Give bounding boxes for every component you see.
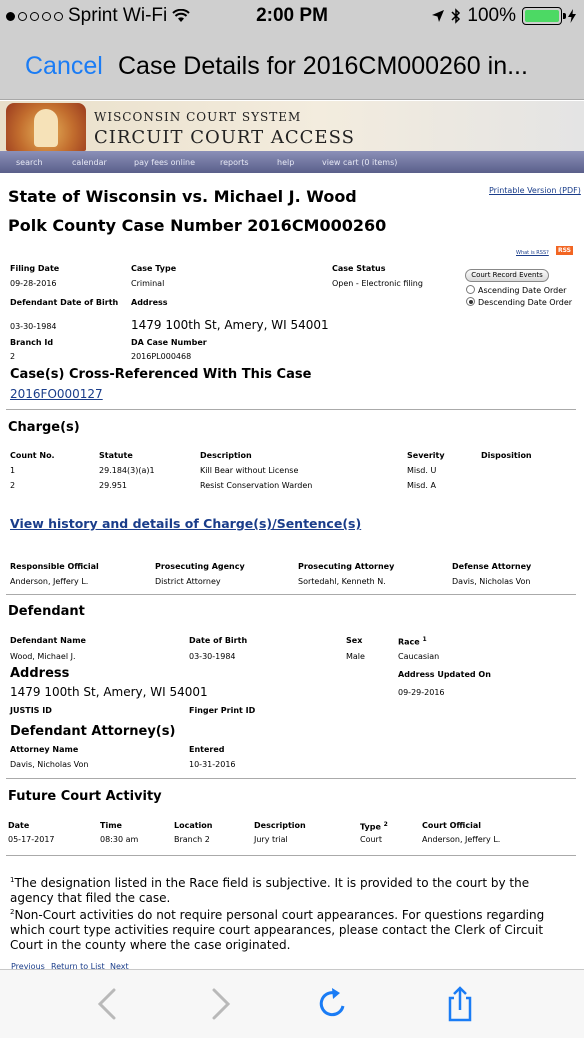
ascending-radio[interactable] bbox=[466, 285, 475, 294]
footnote-1-marker: 1 bbox=[10, 876, 15, 884]
menu-search[interactable]: search bbox=[16, 157, 43, 167]
menu-view-cart[interactable]: view cart (0 items) bbox=[322, 157, 398, 167]
charge-2-description: Resist Conservation Warden bbox=[200, 481, 313, 490]
filing-date-label: Filing Date bbox=[10, 264, 60, 273]
defendant-dob-label: Defendant Date of Birth bbox=[10, 298, 119, 307]
charge-2-count: 2 bbox=[10, 481, 16, 490]
carrier-name: Sprint Wi-Fi bbox=[68, 5, 168, 26]
divider bbox=[6, 409, 576, 410]
defendant-name: Wood, Michael J. bbox=[10, 652, 76, 661]
descending-label: Descending Date Order bbox=[478, 298, 573, 307]
defendant-dob-label-2: Date of Birth bbox=[189, 636, 248, 645]
type-footnote-ref: 2 bbox=[383, 821, 388, 828]
pager-previous[interactable]: Previous bbox=[11, 962, 45, 969]
footnote-1 bbox=[10, 873, 570, 906]
county-case-number: Polk County Case Number 2016CM000260 bbox=[8, 216, 387, 235]
prosecuting-agency: District Attorney bbox=[155, 577, 221, 586]
future-1-official: Anderson, Jeffery L. bbox=[422, 835, 501, 844]
divider bbox=[6, 594, 576, 595]
footnote-2-text: Non-Court activities do not require personal court appearances. For questions regarding which court type activities require court appearances, please contact the Clerk of Circuit Court in the county where the case originated. bbox=[10, 908, 545, 952]
defendant-name-label: Defendant Name bbox=[10, 636, 86, 645]
rss-icon[interactable]: RSS bbox=[558, 247, 571, 254]
prosecuting-attorney: Sortedahl, Kenneth N. bbox=[298, 577, 386, 586]
charges-col-statute: Statute bbox=[99, 451, 133, 460]
future-col-location: Location bbox=[174, 821, 213, 830]
case-type-label: Case Type bbox=[131, 264, 177, 273]
charges-col-disposition: Disposition bbox=[481, 451, 532, 460]
da-case-number: 2016PL000468 bbox=[131, 352, 192, 361]
future-col-date: Date bbox=[8, 821, 30, 830]
future-col-description: Description bbox=[254, 821, 306, 830]
race: Caucasian bbox=[398, 652, 440, 661]
prosecuting-attorney-label: Prosecuting Attorney bbox=[298, 562, 395, 571]
court-record-events-button[interactable]: Court Record Events bbox=[465, 269, 549, 282]
footnote-1-text: The designation listed in the Race field is subjective. It is provided to the court by the agency that filed the case. bbox=[10, 876, 530, 905]
future-1-date: 05-17-2017 bbox=[8, 835, 55, 844]
future-1-type: Court bbox=[360, 835, 382, 844]
navigation-bar bbox=[0, 32, 584, 100]
race-label: Race $^1$ bbox=[398, 636, 427, 647]
future-activity-heading: Future Court Activity bbox=[8, 789, 162, 804]
case-title: State of Wisconsin vs. Michael J. Wood bbox=[8, 187, 357, 206]
case-type: Criminal bbox=[131, 279, 165, 288]
future-col-type: Type $^2$ bbox=[360, 821, 388, 832]
status-right bbox=[431, 5, 576, 27]
cross-reference-link[interactable]: 2016FO000127 bbox=[10, 387, 103, 401]
future-col-time: Time bbox=[100, 821, 122, 830]
printable-version-link[interactable]: Printable Version (PDF) bbox=[489, 186, 581, 195]
future-1-time: 08:30 am bbox=[100, 835, 139, 844]
address-updated: 09-29-2016 bbox=[398, 688, 445, 697]
defense-attorney-label: Defense Attorney bbox=[452, 562, 532, 571]
charge-1-severity: Misd. U bbox=[407, 466, 437, 475]
ascending-label: Ascending Date Order bbox=[478, 286, 567, 295]
forward-arrow-icon[interactable] bbox=[200, 986, 240, 1022]
entered: 10-31-2016 bbox=[189, 760, 236, 769]
defendant-attorneys-heading: Defendant Attorney(s) bbox=[10, 724, 176, 739]
case-address: 1479 100th St, Amery, WI 54001 bbox=[131, 318, 329, 332]
state-seal-logo bbox=[6, 103, 86, 151]
battery-icon bbox=[522, 7, 562, 25]
address-label: Address bbox=[131, 298, 168, 307]
defendant-heading: Defendant bbox=[8, 604, 85, 619]
sex-label: Sex bbox=[346, 636, 363, 645]
charge-1-description: Kill Bear without License bbox=[200, 466, 299, 475]
what-is-rss-link[interactable]: What is RSS? bbox=[516, 250, 549, 256]
pager-next[interactable]: Next bbox=[110, 962, 129, 969]
banner-line1: WISCONSIN COURT SYSTEM bbox=[94, 110, 302, 124]
charge-1-statute: 29.184(3)(a)1 bbox=[99, 466, 155, 475]
menu-reports[interactable]: reports bbox=[220, 157, 249, 167]
cross-reference-heading: Case(s) Cross-Referenced With This Case bbox=[10, 367, 312, 382]
sex: Male bbox=[346, 652, 365, 661]
charges-heading: Charge(s) bbox=[8, 420, 80, 435]
bottom-toolbar bbox=[0, 969, 584, 1038]
clock: 2:00 PM bbox=[256, 5, 328, 26]
footnote-2-marker: 2 bbox=[10, 908, 15, 916]
da-case-number-label: DA Case Number bbox=[131, 338, 207, 347]
bluetooth-icon bbox=[451, 8, 461, 24]
future-col-official: Court Official bbox=[422, 821, 481, 830]
responsible-official-label: Responsible Official bbox=[10, 562, 99, 571]
descending-radio[interactable] bbox=[466, 297, 475, 306]
back-arrow-icon[interactable] bbox=[88, 986, 128, 1022]
location-arrow-icon bbox=[431, 9, 445, 23]
view-history-link[interactable]: View history and details of Charge(s)/Sentence(s) bbox=[10, 516, 362, 531]
charges-col-severity: Severity bbox=[407, 451, 445, 460]
future-1-description: Jury trial bbox=[254, 835, 288, 844]
case-status: Open - Electronic filing bbox=[332, 279, 423, 288]
charge-2-severity: Misd. A bbox=[407, 481, 436, 490]
race-footnote-ref: 1 bbox=[422, 636, 427, 643]
banner-line2: CIRCUIT COURT ACCESS bbox=[94, 127, 355, 148]
web-view[interactable] bbox=[0, 101, 584, 969]
entered-label: Entered bbox=[189, 745, 225, 754]
case-status-label: Case Status bbox=[332, 264, 386, 273]
address-updated-label: Address Updated On bbox=[398, 670, 491, 679]
charge-1-count: 1 bbox=[10, 466, 16, 475]
menu-pay-fees[interactable]: pay fees online bbox=[134, 157, 196, 167]
responsible-official: Anderson, Jeffery L. bbox=[10, 577, 89, 586]
site-banner bbox=[0, 101, 584, 173]
defense-attorney: Davis, Nicholas Von bbox=[452, 577, 531, 586]
charge-2-statute: 29.951 bbox=[99, 481, 127, 490]
site-menu bbox=[0, 151, 584, 173]
page-title: Case Details for 2016CM000260 in... bbox=[118, 52, 528, 80]
attorney-name-label: Attorney Name bbox=[10, 745, 79, 754]
menu-calendar[interactable]: calendar bbox=[72, 157, 107, 167]
battery-percent: 100% bbox=[467, 5, 516, 26]
menu-help[interactable]: help bbox=[277, 157, 295, 167]
reload-icon[interactable] bbox=[313, 986, 353, 1022]
justis-id-label: JUSTIS ID bbox=[10, 706, 52, 715]
address-heading: Address bbox=[10, 666, 70, 681]
charges-col-description: Description bbox=[200, 451, 252, 460]
footnote-2 bbox=[10, 905, 570, 953]
branch-id: 2 bbox=[10, 352, 16, 361]
defendant-dob: 03-30-1984 bbox=[10, 322, 57, 331]
charging-bolt-icon bbox=[568, 9, 576, 23]
divider bbox=[6, 778, 576, 779]
prosecuting-agency-label: Prosecuting Agency bbox=[155, 562, 245, 571]
pager-return[interactable]: Return to List bbox=[51, 962, 105, 969]
defendant-address: 1479 100th St, Amery, WI 54001 bbox=[10, 685, 208, 699]
branch-id-label: Branch Id bbox=[10, 338, 54, 347]
filing-date: 09-28-2016 bbox=[10, 279, 57, 288]
fingerprint-id-label: Finger Print ID bbox=[189, 706, 256, 715]
future-1-location: Branch 2 bbox=[174, 835, 210, 844]
cancel-button[interactable]: Cancel bbox=[25, 52, 103, 80]
status-bar bbox=[0, 0, 584, 32]
charges-col-count: Count No. bbox=[10, 451, 55, 460]
attorney-name: Davis, Nicholas Von bbox=[10, 760, 89, 769]
defendant-dob-2: 03-30-1984 bbox=[189, 652, 236, 661]
divider bbox=[6, 855, 576, 856]
share-icon[interactable] bbox=[440, 986, 480, 1022]
